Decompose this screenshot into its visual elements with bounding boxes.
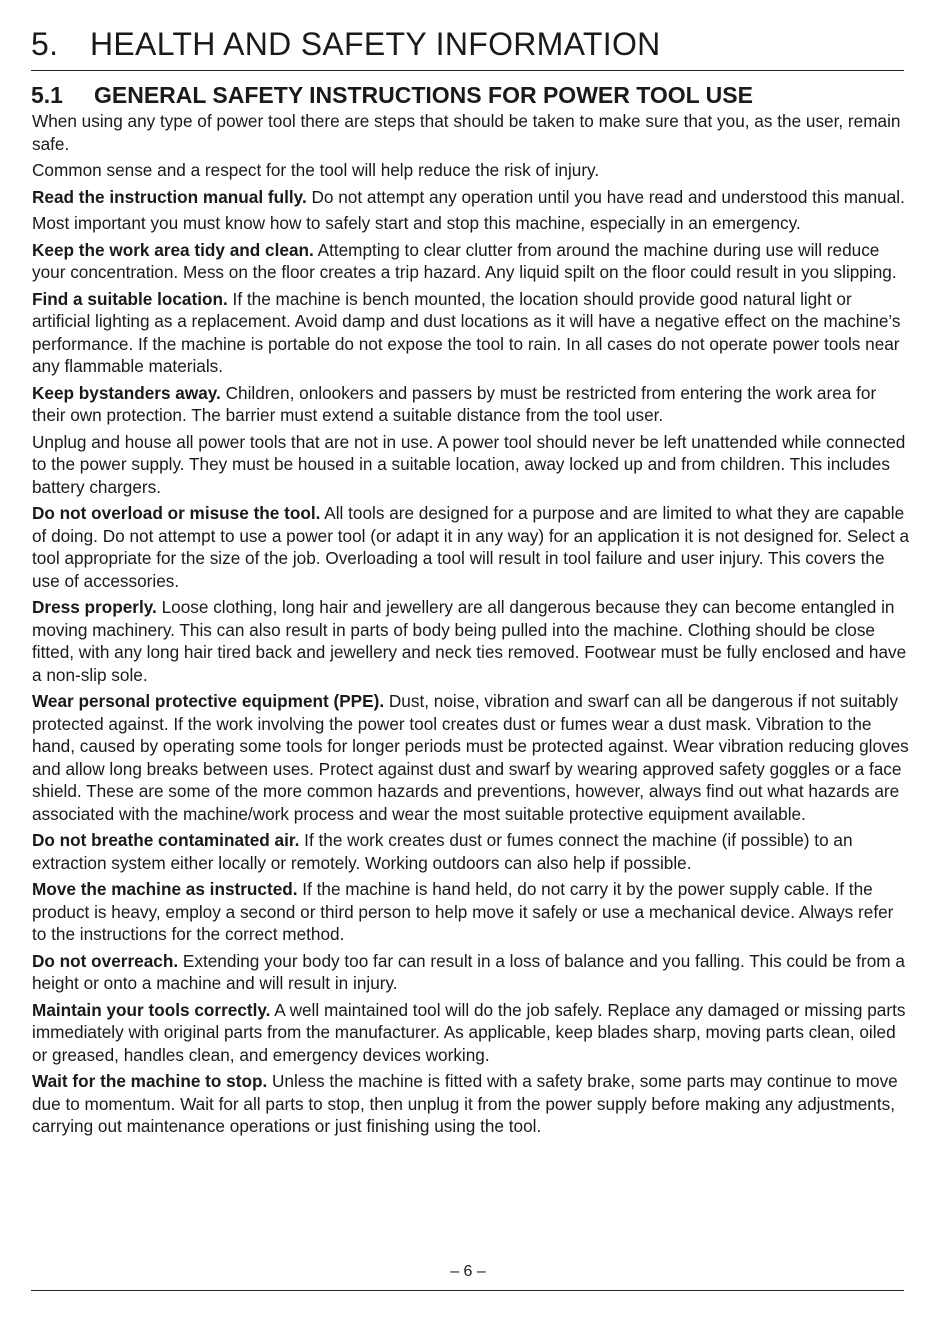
paragraph-text: When using any type of power tool there are steps that should be taken to make sure that you, as the user, remain safe. [32,111,901,154]
paragraph-text: Dust, noise, vibration and swarf can all be dangerous if not suitably protected against. If the work involving the power tool creates dust or fumes wear a dust mask. Vibration to the hand, caused by operating some tools for longer periods must be protected against. Wear vibration reducing gloves and allow long breaks between uses. Protect against dust and swarf by wearing approved safety goggles or a face shield. These are some of the more common hazards and preventions, however, always find out what hazards are associated with the machine/work process and wear the most suitable protective equipment available. [32,691,909,824]
safety-instructions-body [32,110,910,1142]
paragraph-text: Loose clothing, long hair and jewellery are all dangerous because they can become entangled in moving machinery. This can also result in parts of body being pulled into the machine. Clothing should be close fitted, with any long hair tired back and jewellery and neck ties removed. Footwear must be fully enclosed and have a non-slip sole. [32,597,907,685]
section-heading [31,80,753,110]
paragraph [32,878,910,946]
paragraph [32,596,910,686]
paragraph-text: Attempting to clear clutter from around the machine during use will reduce your concentration. Mess on the floor creates a trip hazard. Any liquid spilt on the floor could result in you slipping. [32,239,897,282]
paragraph [32,159,910,182]
paragraph-lead: Find a suitable location. [32,288,228,309]
paragraph [32,212,910,235]
paragraph-text: Common sense and a respect for the tool will help reduce the risk of injury. [32,160,600,180]
paragraph-lead: Do not breathe contaminated air. [32,830,300,850]
paragraph [32,690,910,825]
paragraph [32,999,910,1067]
paragraph-lead: Do not overreach. [32,950,179,971]
paragraph [32,950,910,995]
footer-divider [31,1290,904,1291]
paragraph-lead: Maintain your tools correctly. [32,999,271,1020]
paragraph [32,829,910,874]
paragraph [32,502,910,592]
paragraph-lead: Dress properly. [32,597,157,617]
paragraph-lead: Do not overload or misuse the tool. [32,503,321,523]
paragraph-text: Unplug and house all power tools that are not in use. A power tool should never be left unattended while connected to the power supply. They must be housed in a suitable location, away locked up and from children. This includes battery chargers. [32,431,906,497]
paragraph [32,110,910,155]
paragraph-lead: Wear personal protective equipment (PPE). [32,691,385,711]
chapter-number: 5. [31,26,59,62]
section-number: 5.1 [31,82,63,108]
paragraph-text: Extending your body too far can result in a loss of balance and you falling. This could be from a height or onto a machine and will result in injury. [32,950,905,993]
paragraph-text: Most important you must know how to safely start and stop this machine, especially in an emergency. [32,213,801,233]
paragraph-text: Unless the machine is fitted with a safety brake, some parts may continue to move due to momentum. Wait for all parts to stop, then unplug it from the power supply before making any adjustments, carrying out maintenance operations or just finishing using the tool. [32,1071,898,1136]
paragraph-text: Children, onlookers and passers by must be restricted from entering the work area for their own protection. The barrier must extend a suitable distance from the tool user. [32,382,877,425]
paragraph-lead: Wait for the machine to stop. [32,1071,268,1091]
paragraph [32,288,910,378]
paragraph [32,239,910,284]
chapter-heading [31,24,661,64]
paragraph [32,1070,910,1138]
section-title: GENERAL SAFETY INSTRUCTIONS FOR POWER TOOL USE [94,82,753,108]
header-divider [31,70,904,71]
paragraph-text: All tools are designed for a purpose and are limited to what they are capable of doing. Do not attempt to use a power tool (or adapt it in any way) for an application it is not designed for. Select a tool appropriate for the size of the job. Overloading a tool will result in tool failure and user injury. This covers the use of accessories. [32,503,910,591]
page-number: – 6 – [450,1263,486,1280]
paragraph [32,382,910,427]
paragraph-lead: Read the instruction manual fully. [32,186,307,207]
paragraph-text: Do not attempt any operation until you have read and understood this manual. [306,186,905,207]
paragraph-lead: Keep bystanders away. [32,382,221,403]
paragraph [32,431,910,499]
paragraph-text: If the machine is hand held, do not carry it by the power supply cable. If the product is heavy, employ a second or third person to help move it safely or use a mechanical device. Always refer to the instructions for the correct method. [32,879,894,944]
paragraph-lead: Keep the work area tidy and clean. [32,239,314,260]
paragraph-text: A well maintained tool will do the job safely. Replace any damaged or missing parts immediately with original parts from the manufacturer. As applicable, keep blades sharp, moving parts clean, oiled or greased, handles clean, and emergency devices working. [32,999,906,1065]
paragraph-lead: Move the machine as instructed. [32,879,298,899]
paragraph-text: If the work creates dust or fumes connect the machine (if possible) to an extraction system either locally or remotely. Working outdoors can also help if possible. [32,830,853,873]
paragraph [32,186,910,209]
paragraph-text: If the machine is bench mounted, the location should provide good natural light or artificial lighting as a replacement. Avoid damp and dust locations as it will have a negative effect on the machine’s performance. If the machine is portable do not expose the tool to rain. In all cases do not operate power tools near any flammable materials. [32,288,901,376]
chapter-title: HEALTH AND SAFETY INFORMATION [90,26,661,62]
